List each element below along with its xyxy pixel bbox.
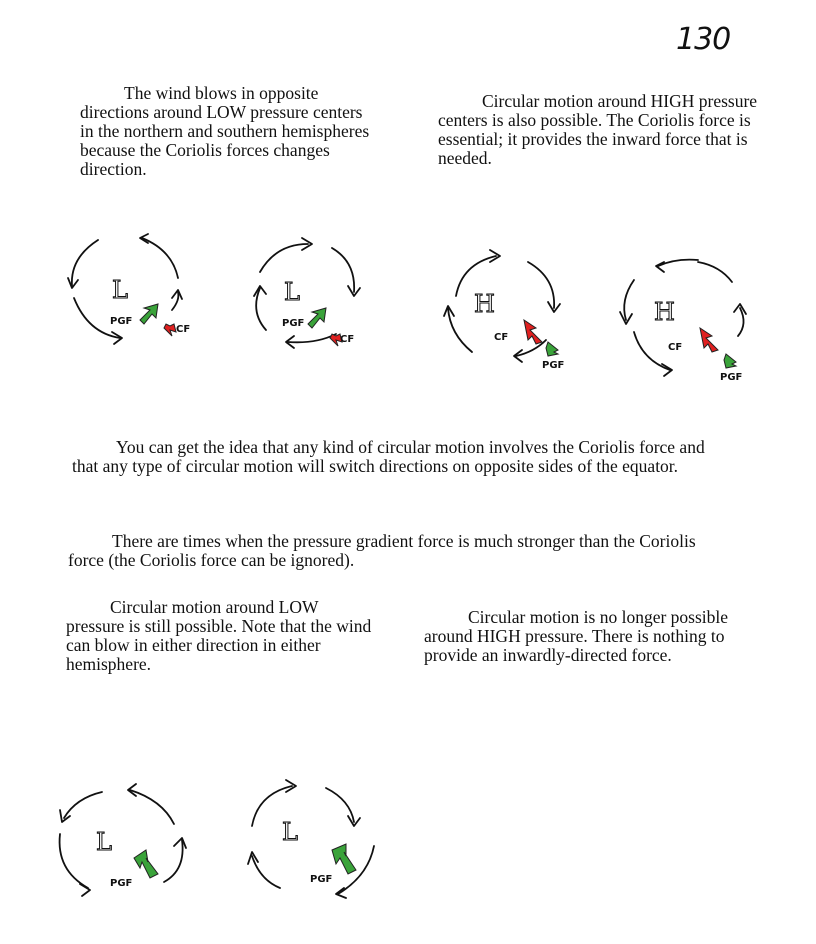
- diagram-low-pgf-only-2: [236, 776, 386, 906]
- diagram-low-pgf-only-1: [50, 784, 190, 904]
- pgf-label: PGF: [110, 878, 133, 889]
- pgf-label: PGF: [542, 360, 565, 371]
- paragraph-low-still-possible: Circular motion around LOW pressure is still possible. Note that the wind can blow in either direction in either hemisphere.: [66, 597, 372, 674]
- cf-label: CF: [668, 342, 683, 353]
- low-label: L: [282, 818, 298, 846]
- paragraph-low-pressure-hemispheres: The wind blows in opposite directions around LOW pressure centers in the northern and southern hemispheres because the Coriolis forces changes direction.: [80, 83, 370, 179]
- low-label: L: [112, 276, 128, 304]
- high-label: H: [474, 290, 495, 318]
- cf-label: CF: [340, 334, 355, 345]
- cf-arrow-icon: [164, 324, 176, 336]
- high-label: H: [654, 298, 675, 326]
- paragraph-high-not-possible: Circular motion is no longer possible around HIGH pressure. There is nothing to provide an inwardly-directed force.: [424, 607, 729, 665]
- diagram-low-sh-coriolis: [236, 234, 376, 354]
- cf-label: CF: [176, 324, 191, 335]
- pgf-arrow-icon: [140, 304, 158, 324]
- pgf-label: PGF: [310, 874, 333, 885]
- pgf-label: PGF: [110, 316, 133, 327]
- page-number: 130: [676, 22, 731, 57]
- pgf-arrow-icon: [546, 342, 558, 356]
- pgf-arrow-icon: [134, 850, 158, 878]
- cf-arrow-icon: [700, 328, 718, 352]
- pgf-label: PGF: [720, 372, 743, 383]
- diagram-low-nh-coriolis: [60, 228, 200, 348]
- pgf-arrow-icon: [332, 844, 356, 874]
- pgf-arrow-icon: [308, 308, 326, 328]
- paragraph-circular-motion-idea: You can get the idea that any kind of circular motion involves the Coriolis force and that any type of circular motion will switch directions on opposite sides of the equator.: [72, 437, 705, 476]
- low-label: L: [96, 828, 112, 856]
- low-label: L: [284, 278, 300, 306]
- diagram-high-nh-coriolis: [440, 244, 580, 374]
- pgf-label: PGF: [282, 318, 305, 329]
- diagram-high-sh-coriolis: [616, 252, 766, 382]
- paragraph-pressure-gradient-stronger: There are times when the pressure gradient force is much stronger than the Coriolis force (the Coriolis force can be ignored).: [68, 531, 696, 570]
- cf-arrow-icon: [524, 320, 542, 344]
- pgf-arrow-icon: [724, 354, 736, 368]
- cf-label: CF: [494, 332, 509, 343]
- paragraph-high-pressure-motion: Circular motion around HIGH pressure centers is also possible. The Coriolis force is essential; it provides the inward force that is needed.: [438, 91, 758, 168]
